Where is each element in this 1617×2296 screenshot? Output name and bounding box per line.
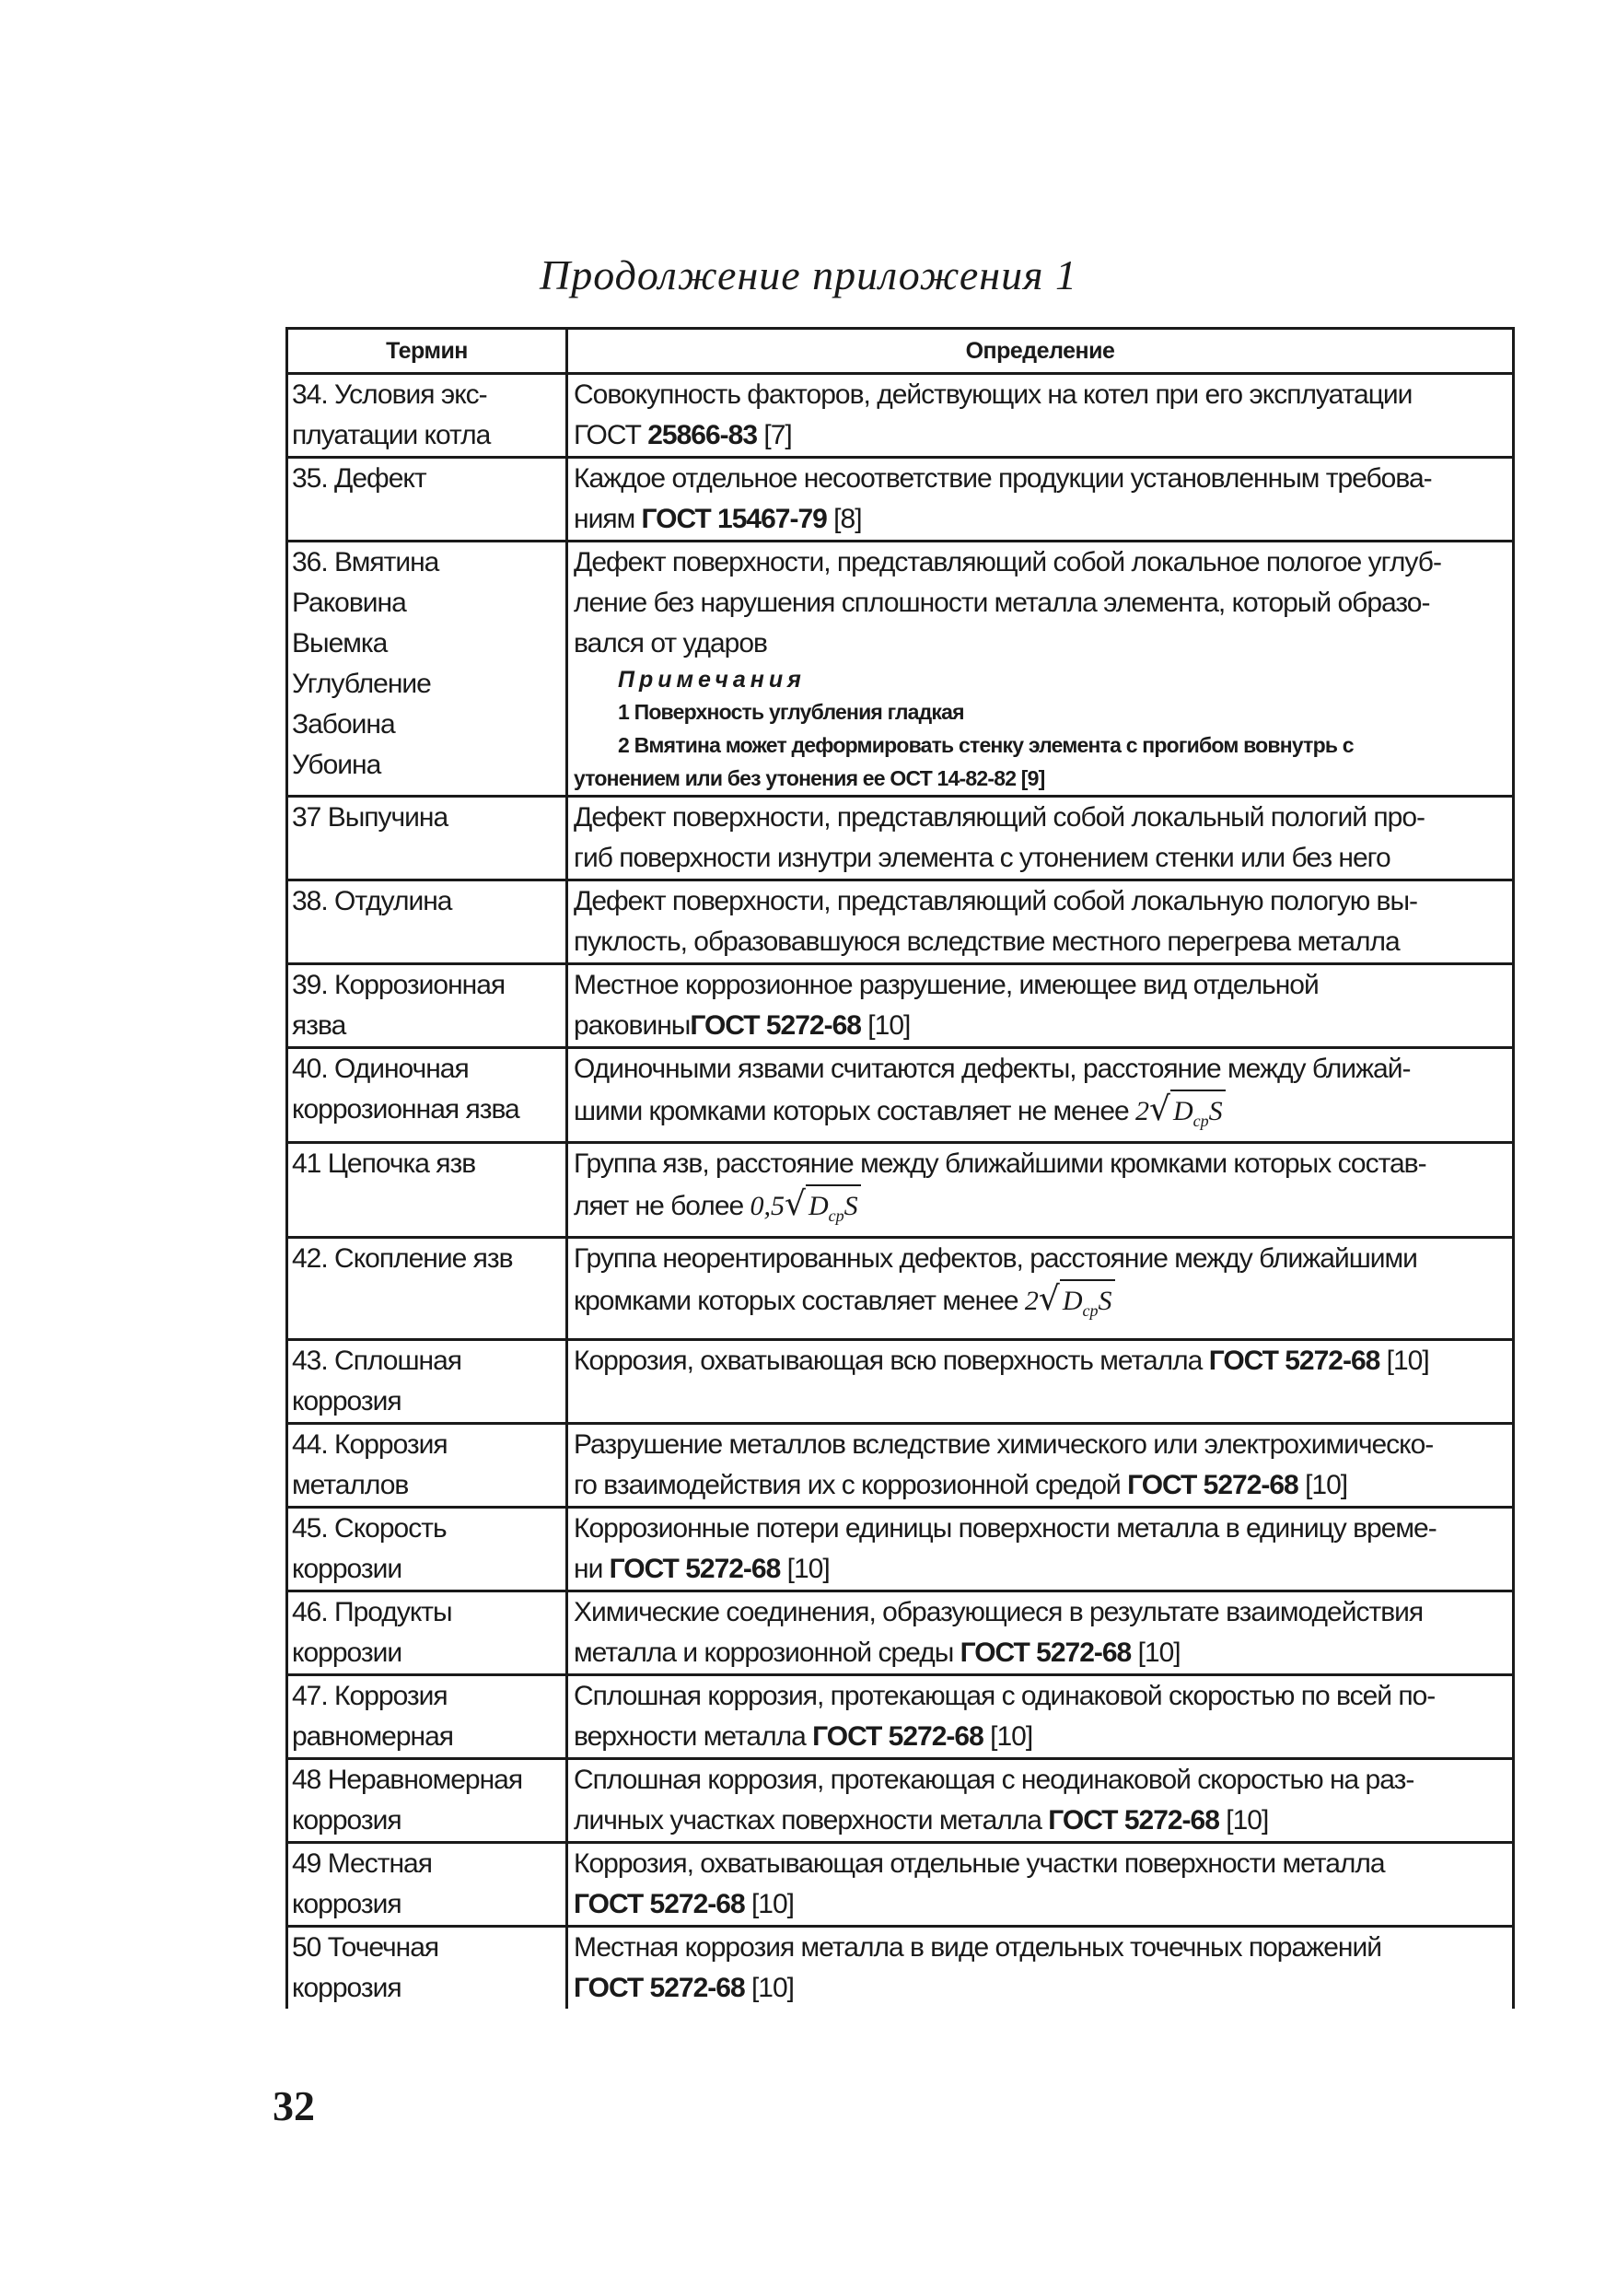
standard-reference: ГОСТ 5272-68 bbox=[690, 1010, 861, 1041]
definition-text: Химические соединения, образующиеся в результате взаимодействия bbox=[574, 1597, 1424, 1627]
note-item-continuation bbox=[574, 762, 1506, 795]
definition-line bbox=[574, 583, 1506, 624]
formula-subscript: ср bbox=[1192, 1112, 1209, 1130]
definition-line bbox=[574, 1144, 1506, 1184]
definition-line bbox=[574, 922, 1506, 962]
definition-text: ни bbox=[574, 1554, 610, 1584]
term-line: Раковина bbox=[292, 588, 406, 618]
term-cell bbox=[287, 1759, 567, 1843]
term-line: плуатации котла bbox=[292, 420, 491, 450]
term-cell bbox=[287, 1508, 567, 1591]
definition-line bbox=[574, 1633, 1506, 1673]
definition-text: пуклость, образовавшуюся вследствие местного перегрева металла bbox=[574, 927, 1400, 957]
table-row bbox=[287, 374, 1514, 458]
definition-line bbox=[574, 838, 1506, 879]
table-row bbox=[287, 1759, 1514, 1843]
definition-text: шими кромками которых составляет не менее bbox=[574, 1096, 1136, 1126]
notes-heading: Примечания bbox=[618, 667, 806, 693]
formula-var-d: D bbox=[808, 1191, 829, 1221]
definition-line bbox=[574, 1090, 1506, 1141]
term-cell bbox=[287, 1424, 567, 1508]
radicand bbox=[1170, 1090, 1226, 1141]
definition-text: ляет не более bbox=[574, 1191, 750, 1221]
definition-line bbox=[574, 1279, 1506, 1331]
definition-text: гиб поверхности изнутри элемента с утонением стенки или без него bbox=[574, 843, 1390, 873]
definition-cell bbox=[567, 1424, 1514, 1508]
term-cell bbox=[287, 1675, 567, 1759]
definition-line bbox=[574, 1184, 1506, 1236]
definition-cell bbox=[567, 1927, 1514, 2010]
definition-cell bbox=[567, 1759, 1514, 1843]
formula-coefficient: 2 bbox=[1135, 1096, 1150, 1126]
citation: [10] bbox=[983, 1721, 1033, 1752]
definition-cell bbox=[567, 1143, 1514, 1238]
definition-line bbox=[574, 375, 1506, 415]
table-row bbox=[287, 964, 1514, 1048]
citation: [10] bbox=[780, 1554, 830, 1584]
term-line: коррозии bbox=[292, 1638, 402, 1668]
sqrt-icon: √ bbox=[1149, 1090, 1170, 1128]
term-line: коррозия bbox=[292, 1889, 401, 1919]
term-line: 39. Коррозионная bbox=[292, 970, 506, 1000]
citation: [9] bbox=[1016, 766, 1045, 790]
term-line: коррозия bbox=[292, 1805, 401, 1836]
term-cell bbox=[287, 458, 567, 542]
citation: [10] bbox=[1379, 1346, 1429, 1376]
term-line: 43. Сплошная bbox=[292, 1346, 462, 1376]
formula-var-s: S bbox=[843, 1191, 858, 1221]
sqrt-icon: √ bbox=[785, 1185, 806, 1223]
term-cell bbox=[287, 880, 567, 964]
definition-cell bbox=[567, 1048, 1514, 1143]
formula-coefficient: 0,5 bbox=[750, 1191, 785, 1221]
definition-line bbox=[574, 798, 1506, 838]
definition-cell bbox=[567, 1591, 1514, 1675]
term-cell bbox=[287, 1340, 567, 1424]
definition-line bbox=[574, 1509, 1506, 1549]
definition-text: Сплошная коррозия, протекающая с одинаковой скоростью по всей по- bbox=[574, 1681, 1436, 1711]
definition-cell bbox=[567, 374, 1514, 458]
column-header-term: Термин bbox=[287, 329, 567, 374]
term-line: 47. Коррозия bbox=[292, 1681, 448, 1711]
standard-reference: ГОСТ 5272-68 bbox=[609, 1554, 781, 1584]
table-row bbox=[287, 1143, 1514, 1238]
definition-text: металла и коррозионной среды bbox=[574, 1638, 960, 1668]
term-cell bbox=[287, 1843, 567, 1927]
definition-line bbox=[574, 1717, 1506, 1757]
term-line: Выемка bbox=[292, 628, 388, 658]
table-body bbox=[287, 374, 1514, 2010]
definition-text: Одиночными язвами считаются дефекты, расстояние между ближай- bbox=[574, 1054, 1411, 1084]
definition-line bbox=[574, 965, 1506, 1046]
table-row bbox=[287, 797, 1514, 880]
term-line: коррозионная язва bbox=[292, 1094, 519, 1125]
definition-line bbox=[574, 1676, 1506, 1717]
citation: [10] bbox=[860, 1010, 911, 1041]
term-line: коррозии bbox=[292, 1554, 402, 1584]
definition-line bbox=[574, 1801, 1506, 1841]
sqrt-icon: √ bbox=[1038, 1280, 1060, 1318]
definition-text: Сплошная коррозия, протекающая с неодинаковой скоростью на раз- bbox=[574, 1765, 1414, 1795]
table-row bbox=[287, 1927, 1514, 2010]
standard-reference: ГОСТ 5272-68 bbox=[1127, 1470, 1298, 1500]
definition-cell bbox=[567, 964, 1514, 1048]
definition-cell bbox=[567, 1508, 1514, 1591]
citation: [10] bbox=[744, 1889, 794, 1919]
definition-cell bbox=[567, 458, 1514, 542]
term-line: 46. Продукты bbox=[292, 1597, 452, 1627]
table-row bbox=[287, 1340, 1514, 1424]
note-text: утонением или без утонения ее bbox=[574, 766, 890, 790]
definition-line bbox=[574, 1465, 1506, 1506]
table-row bbox=[287, 542, 1514, 797]
definition-text: Коррозия, охватывающая всю поверхность металла bbox=[574, 1346, 1209, 1376]
definition-line bbox=[574, 1425, 1506, 1465]
definition-line bbox=[574, 459, 1506, 499]
definition-text: Дефект поверхности, представляющий собой локальное пологое углуб- bbox=[574, 547, 1441, 577]
term-line: 40. Одиночная bbox=[292, 1054, 469, 1084]
definition-text: Группа неорентированных дефектов, расстояние между ближайшими bbox=[574, 1243, 1417, 1274]
definition-text: Местная коррозия металла в виде отдельных точечных поражений bbox=[574, 1932, 1382, 1963]
table-row bbox=[287, 458, 1514, 542]
standard-reference: ГОСТ 5272-68 bbox=[1048, 1805, 1219, 1836]
citation: [10] bbox=[1131, 1638, 1181, 1668]
term-line: 38. Отдулина bbox=[292, 886, 452, 916]
standard-reference: 25866-83 bbox=[647, 420, 758, 450]
term-line: 35. Дефект bbox=[292, 463, 426, 494]
definition-line bbox=[574, 1049, 1506, 1090]
definition-text: Каждое отдельное несоответствие продукции установленным требова- bbox=[574, 463, 1432, 494]
definition-text: ление без нарушения сплошности металла элемента, который образо- bbox=[574, 588, 1430, 618]
note-item: 2 Вмятина может деформировать стенку элемента с прогибом вовнутрь с bbox=[618, 733, 1354, 757]
definition-text: Коррозионные потери единицы поверхности металла в единицу време- bbox=[574, 1513, 1437, 1544]
term-line: 50 Точечная bbox=[292, 1932, 439, 1963]
formula bbox=[1135, 1090, 1226, 1130]
definition-line bbox=[574, 1928, 1506, 1968]
formula-var-s: S bbox=[1098, 1286, 1112, 1316]
definition-text: личных участках поверхности металла bbox=[574, 1805, 1049, 1836]
formula bbox=[1024, 1280, 1115, 1320]
definition-line bbox=[574, 624, 1506, 664]
term-cell bbox=[287, 374, 567, 458]
term-cell bbox=[287, 797, 567, 880]
term-line: Убоина bbox=[292, 750, 381, 780]
term-cell bbox=[287, 964, 567, 1048]
formula-coefficient: 2 bbox=[1024, 1286, 1039, 1316]
definition-line bbox=[574, 1549, 1506, 1590]
definition-cell bbox=[567, 1675, 1514, 1759]
term-line: Забоина bbox=[292, 709, 395, 740]
formula-var-d: D bbox=[1173, 1096, 1193, 1126]
definition-text: Группа язв, расстояние между ближайшими кромками которых состав- bbox=[574, 1148, 1426, 1179]
definition-cell bbox=[567, 542, 1514, 797]
term-line: 34. Условия экс- bbox=[292, 379, 487, 410]
term-line: Углубление bbox=[292, 669, 431, 699]
definition-text: Местное коррозионное разрушение, имеющее вид отдельной раковины bbox=[574, 970, 1319, 1041]
table-row bbox=[287, 1048, 1514, 1143]
formula-subscript: ср bbox=[1082, 1301, 1099, 1320]
definition-cell bbox=[567, 1238, 1514, 1340]
term-line: 45. Скорость bbox=[292, 1513, 447, 1544]
table-row bbox=[287, 1591, 1514, 1675]
definition-cell bbox=[567, 797, 1514, 880]
standard-reference: ГОСТ 15467-79 bbox=[641, 504, 827, 534]
definition-text: го взаимодействия их с коррозионной средой bbox=[574, 1470, 1128, 1500]
definition-text: Разрушение металлов вследствие химического или электрохимическо- bbox=[574, 1429, 1434, 1460]
definition-line bbox=[574, 1341, 1506, 1381]
term-line: 48 Неравномерная bbox=[292, 1765, 523, 1795]
definition-line bbox=[574, 1884, 1506, 1925]
definition-line bbox=[574, 1968, 1506, 2009]
term-cell bbox=[287, 1143, 567, 1238]
standard-reference: ГОСТ 5272-68 bbox=[960, 1638, 1132, 1668]
radicand bbox=[806, 1184, 861, 1236]
definition-text: Дефект поверхности, представляющий собой локальный пологий про- bbox=[574, 802, 1425, 833]
page-number: 32 bbox=[273, 2082, 315, 2129]
definition-cell bbox=[567, 880, 1514, 964]
term-line: 41 Цепочка язв bbox=[292, 1148, 476, 1179]
term-cell bbox=[287, 1591, 567, 1675]
definition-text: верхности металла bbox=[574, 1721, 813, 1752]
definition-text: Совокупность факторов, действующих на котел при его эксплуатации bbox=[574, 379, 1413, 410]
formula bbox=[750, 1185, 861, 1225]
formula-var-s: S bbox=[1208, 1096, 1223, 1126]
table-row bbox=[287, 1675, 1514, 1759]
page-title: Продолжение приложения 1 bbox=[540, 251, 1077, 298]
term-line: коррозия bbox=[292, 1973, 401, 2003]
citation: [10] bbox=[744, 1973, 794, 2003]
standard-reference: ГОСТ 5272-68 bbox=[1208, 1346, 1380, 1376]
citation: [8] bbox=[826, 504, 862, 534]
term-cell bbox=[287, 1048, 567, 1143]
table-header-row bbox=[287, 329, 1514, 374]
term-line: 37 Выпучина bbox=[292, 802, 448, 833]
citation: [10] bbox=[1297, 1470, 1348, 1500]
definition-line bbox=[574, 542, 1506, 583]
formula-var-d: D bbox=[1062, 1286, 1083, 1316]
citation: [7] bbox=[757, 420, 792, 450]
term-line: коррозия bbox=[292, 1386, 401, 1416]
standard-reference: ОСТ 14-82-82 bbox=[890, 766, 1017, 790]
citation: [10] bbox=[1218, 1805, 1269, 1836]
terms-table bbox=[285, 327, 1515, 2009]
definition-line bbox=[574, 1760, 1506, 1801]
term-cell bbox=[287, 1238, 567, 1340]
definition-text: Дефект поверхности, представляющий собой локальную пологую вы- bbox=[574, 886, 1418, 916]
definition-text: Коррозия, охватывающая отдельные участки поверхности металла bbox=[574, 1848, 1385, 1879]
term-line: 42. Скопление язв bbox=[292, 1243, 513, 1274]
table-row bbox=[287, 1238, 1514, 1340]
table-row bbox=[287, 1843, 1514, 1927]
definition-text: вался от ударов bbox=[574, 628, 767, 658]
note-item: 1 Поверхность углубления гладкая bbox=[618, 700, 964, 724]
term-line: 49 Местная bbox=[292, 1848, 432, 1879]
term-line: металлов bbox=[292, 1470, 409, 1500]
definition-line bbox=[574, 1592, 1506, 1633]
term-line: 44. Коррозия bbox=[292, 1429, 448, 1460]
definition-text: ГОСТ bbox=[574, 420, 648, 450]
table-row bbox=[287, 880, 1514, 964]
term-line: 36. Вмятина bbox=[292, 547, 439, 577]
term-cell bbox=[287, 1927, 567, 2010]
table-row bbox=[287, 1424, 1514, 1508]
definition-line bbox=[574, 1844, 1506, 1884]
definition-line bbox=[574, 499, 1506, 540]
definition-line bbox=[574, 881, 1506, 922]
standard-reference: ГОСТ 5272-68 bbox=[574, 1973, 745, 2003]
standard-reference: ГОСТ 5272-68 bbox=[574, 1889, 745, 1919]
term-line: язва bbox=[292, 1010, 346, 1041]
standard-reference: ГОСТ 5272-68 bbox=[812, 1721, 983, 1752]
table-row bbox=[287, 1508, 1514, 1591]
definition-text: кромками которых составляет менее bbox=[574, 1286, 1025, 1316]
definition-line bbox=[574, 415, 1506, 456]
formula-subscript: ср bbox=[828, 1206, 844, 1225]
term-cell bbox=[287, 542, 567, 797]
definition-line bbox=[574, 1239, 1506, 1279]
column-header-definition: Определение bbox=[567, 329, 1514, 374]
radicand bbox=[1060, 1279, 1115, 1331]
definition-text: ниям bbox=[574, 504, 642, 534]
definition-cell bbox=[567, 1340, 1514, 1424]
definition-cell bbox=[567, 1843, 1514, 1927]
term-line: равномерная bbox=[292, 1721, 454, 1752]
